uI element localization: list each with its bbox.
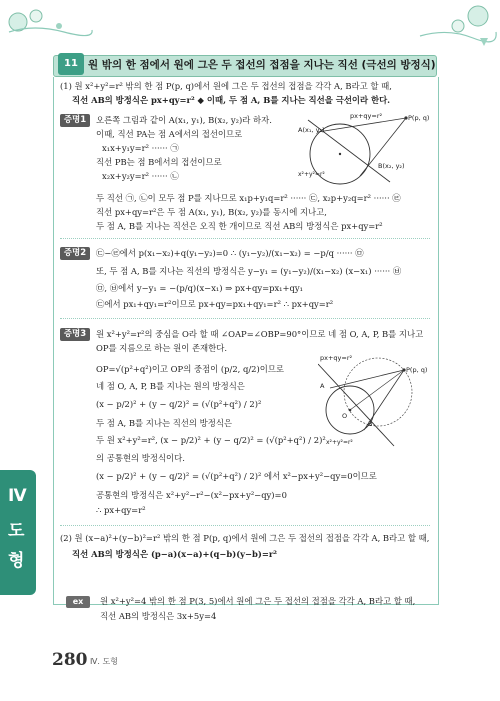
figure1-a-label: A(x₁, y₁) [298, 126, 325, 134]
chapter-title-char: 도 [8, 521, 25, 541]
proof1-line: 직선 PB는 점 B에서의 접선이므로 [96, 157, 222, 167]
proof3-line: OP를 지름으로 하는 원이 존재한다. [96, 343, 227, 353]
large-circle-shape [344, 358, 412, 426]
floral-decoration-left [4, 2, 94, 42]
proof3-line: 두 원 x²+y²=r², (x − p/2)² + (y − q/2)² = (√(p²+q²) / 2)² [96, 435, 326, 445]
proof3-line: ∴ px+qy=r² [96, 505, 146, 515]
example-statement: 원 x²+y²=4 밖의 한 점 P(3, 5)에서 원에 그은 두 접선의 접점을 각각 A, B라고 할 때, [100, 596, 416, 606]
proof3-line: 원 x²+y²=r²의 중심을 O라 할 때 ∠OAP=∠OBP=90°이므로 네 점 O, A, P, B를 지나고 [96, 329, 424, 339]
tangent-chord-figure-1 [298, 110, 434, 194]
example-answer: 직선 AB의 방정식은 3x+5y=4 [100, 611, 217, 621]
proof1-label: 증명1 [60, 114, 90, 127]
figure1-b-label: B(x₂, y₂) [378, 162, 405, 170]
segment-op [350, 370, 404, 410]
proof1-line: 직선 px+qy=r²은 두 점 A(x₁, y₁), B(x₂, y₂)를 동시에 지나고, [96, 207, 327, 217]
divider [60, 525, 430, 526]
figure1-circle-label: x²+y²=r² [298, 171, 325, 178]
figure1-line-label: px+qy=r² [350, 112, 383, 120]
part1-statement: (1) 원 x²+y²=r² 밖의 한 점 P(p, q)에서 원에 그은 두 접선의 접점을 각각 A, B라고 할 때, [60, 81, 392, 91]
proof3-line: (x − p/2)² + (y − q/2)² = (√(p²+q²) / 2)² 에서 x²−px+y²−qy=0이므로 [96, 471, 377, 481]
proof2-line: ㉤, ㉥에서 y−y₁ = −(p/q)(x−x₁) ⇒ px+qy=px₁+qy₁ [96, 283, 304, 293]
floral-decoration-right [418, 2, 498, 48]
proof3-line: 공통현의 방정식은 x²+y²−r²−(x²−px+y²−qy)=0 [96, 490, 287, 500]
figure3-a-label: A [320, 382, 325, 390]
divider [60, 238, 430, 239]
proof2-label: 증명2 [60, 247, 90, 260]
tangent-chord-figure-3 [318, 352, 434, 452]
proof1-line: 이때, 직선 PA는 점 A에서의 접선이므로 [96, 129, 243, 139]
center-point [339, 153, 341, 155]
part2-statement: (2) 원 (x−a)²+(y−b)²=r² 밖의 한 점 P(p, q)에서 원에 그은 두 접선의 접점을 각각 A, B라고 할 때, [60, 533, 430, 543]
figure3-b-label: B [368, 420, 373, 428]
proof1-line: 오른쪽 그림과 같이 A(x₁, y₁), B(x₂, y₂)라 하자. [96, 115, 272, 125]
chapter-numeral: Ⅳ [8, 486, 27, 506]
part2-result: 직선 AB의 방정식은 (p−a)(x−a)+(q−b)(y−b)=r² [72, 549, 277, 559]
proof3-line: OP=√(p²+q²)이고 OP의 중점이 (p/2, q/2)이므로 [96, 364, 285, 374]
figure3-p-label: P(p, q) [406, 366, 428, 374]
section-title: 원 밖의 한 점에서 원에 그은 두 접선의 접점을 지나는 직선 (극선의 방정식) [88, 59, 436, 71]
proof2-line: 또, 두 점 A, B를 지나는 직선의 방정식은 y−y₁ = (y₁−y₂)/(x₁−x₂) (x−x₁) ······ ㉥ [96, 266, 402, 276]
figure3-line-label: px+qy=r² [320, 354, 353, 362]
proof1-line: x₂x+y₂y=r² ······ ㉡ [102, 171, 179, 181]
page-number: 280 [52, 650, 88, 670]
proof1-line: x₁x+y₁y=r² ······ ㉠ [102, 143, 179, 153]
divider [60, 318, 430, 319]
proof1-line: 두 점 A, B를 지나는 직선은 오직 한 개이므로 직선 AB의 방정식은 px+qy=r² [96, 221, 383, 231]
example-label: ex [66, 596, 90, 608]
figure3-circle-label: x²+y²=r² [326, 439, 353, 446]
proof2-line: ㉢에서 px₁+qy₁=r²이므로 px+qy=px₁+qy₁=r² ∴ px+qy=r² [96, 299, 334, 309]
figure3-o-label: O [342, 412, 348, 420]
part1-result: 직선 AB의 방정식은 px+qy=r² ◆ 이때, 두 점 A, B를 지나는 직선을 극선이라 한다. [72, 95, 391, 105]
chapter-title-char: 형 [8, 551, 25, 571]
section-number-badge: 11 [58, 53, 84, 75]
tangent-line [330, 370, 404, 388]
figure1-p-label: P(p, q) [408, 114, 430, 122]
point-o [349, 409, 352, 412]
proof3-label: 증명3 [60, 328, 90, 341]
proof1-line: 두 직선 ㉠, ㉡이 모두 점 P를 지나므로 x₁p+y₁q=r² ······ ㉢, x₂p+y₂q=r² ······ ㉣ [96, 193, 401, 203]
proof3-line: 네 점 O, A, P, B를 지나는 원의 방정식은 [96, 381, 245, 391]
proof3-line: 의 공통현의 방정식이다. [96, 453, 185, 463]
proof2-line: ㉢−㉣에서 p(x₁−x₂)+q(y₁−y₂)=0 ∴ (y₁−y₂)/(x₁−x₂) = −p/q ······ ㉤ [96, 248, 364, 258]
proof3-line: (x − p/2)² + (y − q/2)² = (√(p²+q²) / 2)² [96, 399, 262, 409]
proof3-line: 두 점 A, B를 지나는 직선의 방정식은 [96, 418, 233, 428]
footer-section: Ⅳ. 도형 [90, 657, 118, 666]
